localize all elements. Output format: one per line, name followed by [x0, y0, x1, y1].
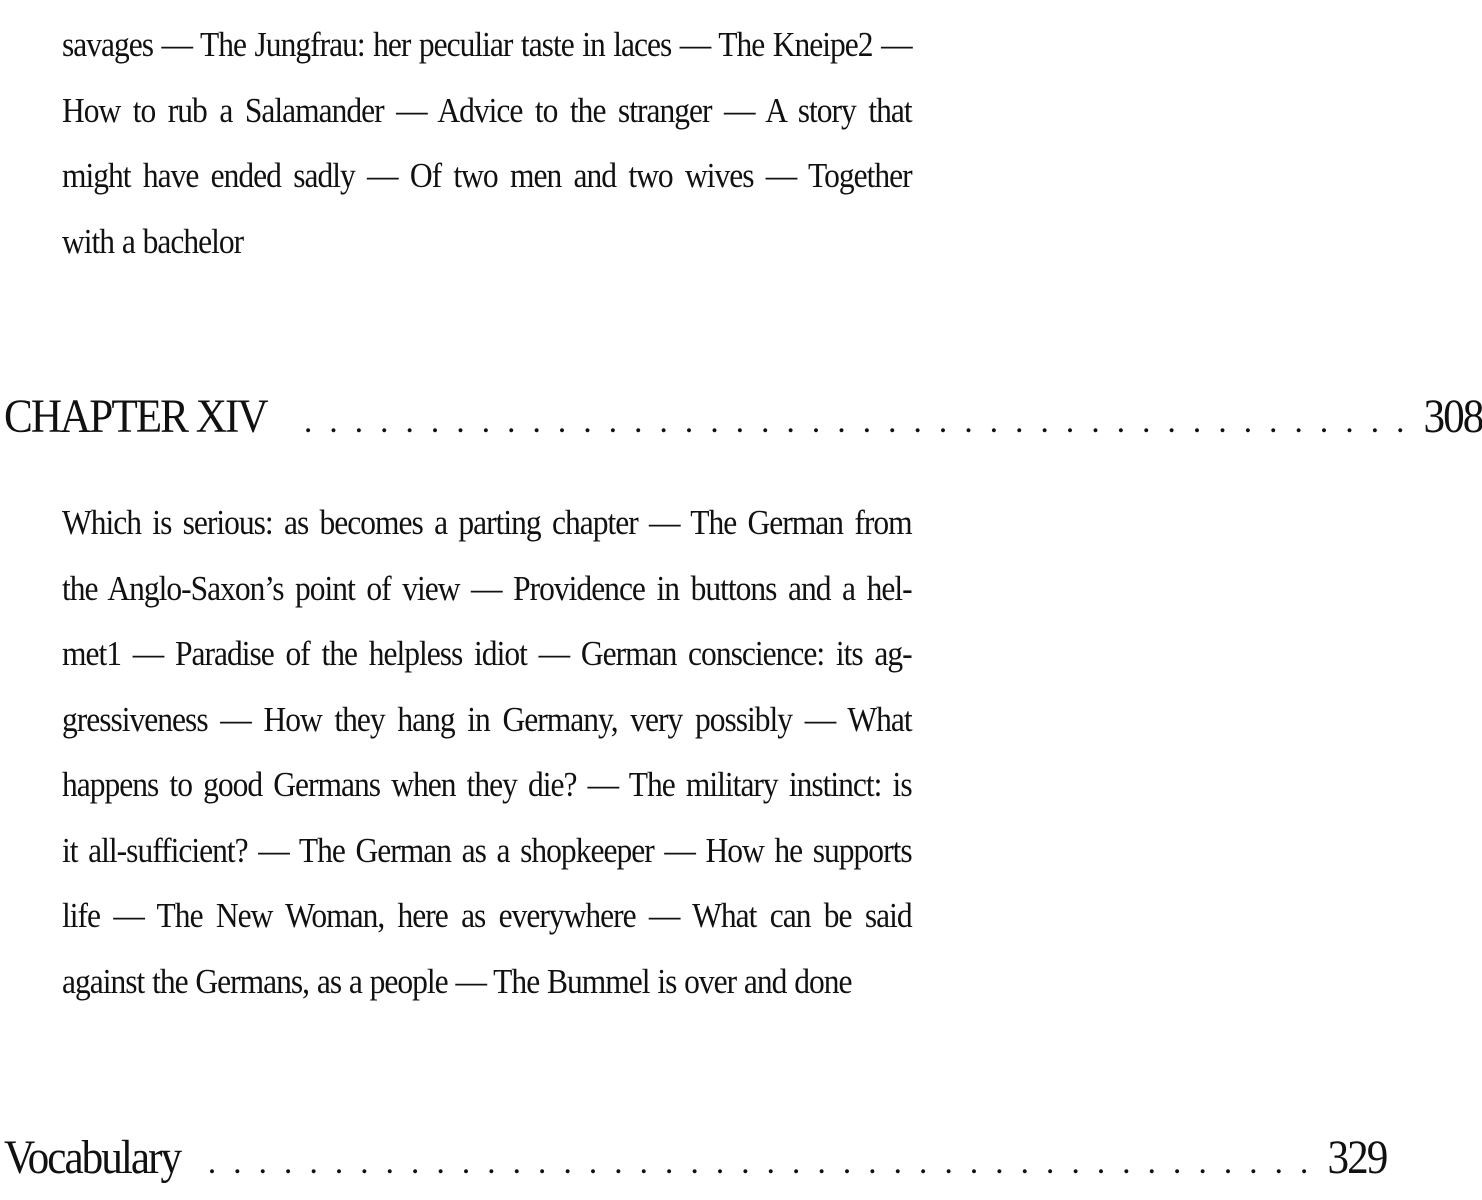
summary-line: Which is serious: as becomes a parting chapter — The German from	[62, 503, 912, 542]
toc-entry-vocabulary[interactable]	[4, 1130, 1387, 1191]
summary-line: the Anglo-Saxon’s point of view — Providence in buttons and a hel-	[62, 568, 912, 608]
summary-line: against the Germans, as a people — The Bummel is over and done	[62, 961, 852, 1001]
chapter-xiv-summary	[62, 490, 912, 1014]
summary-line: with a bachelor	[62, 221, 244, 261]
page-number: 308	[1423, 390, 1482, 443]
chapter-title: CHAPTER XIV	[4, 390, 267, 443]
summary-line: How to rub a Salamander — Advice to the stranger — A story that	[62, 90, 912, 130]
summary-line: gressiveness — How they hang in Germany, very possibly — What	[62, 699, 912, 739]
section-title: Vocabulary	[4, 1131, 181, 1184]
summary-line: might have ended sadly — Of two men and two wives — Together	[62, 156, 912, 195]
summary-line: met1 — Paradise of the helpless idiot — German conscience: its ag-	[62, 634, 912, 673]
dot-leader: . . . . . . . . . . . . . . . . . . . . . . . . . . . . . . . . . . . . . . . . . . . .	[207, 1144, 1313, 1181]
summary-line: savages — The Jungfrau: her peculiar taste in laces — The Kneipe2 —	[62, 25, 912, 64]
chapter-xiii-summary	[62, 12, 912, 274]
summary-line: it all-sufficient? — The German as a shopkeeper — How he supports	[62, 830, 912, 870]
dot-leader: . . . . . . . . . . . . . . . . . . . . . . . . . . . . . . . . . . . . . . . . . . . .	[303, 403, 1409, 440]
summary-line: life — The New Woman, here as everywhere — What can be said	[62, 896, 912, 935]
summary-line: happens to good Germans when they die? — The military instinct: is	[62, 765, 912, 804]
page-number: 329	[1327, 1131, 1387, 1184]
toc-entry-chapter-xiv[interactable]	[4, 389, 1482, 450]
